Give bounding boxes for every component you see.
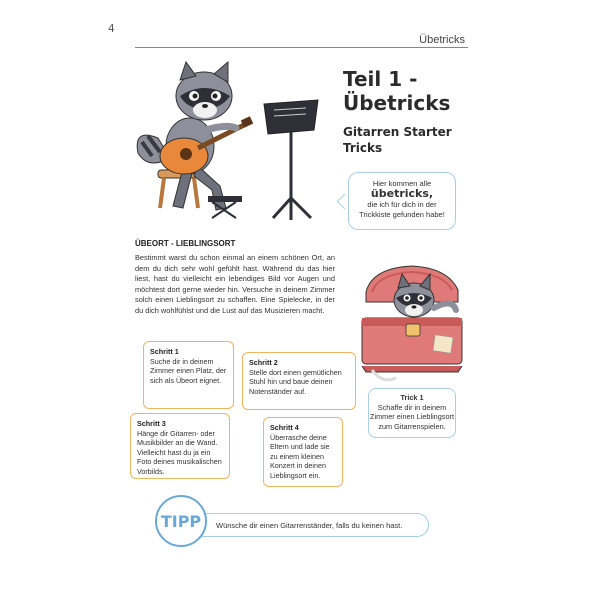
step-4-card — [263, 417, 343, 487]
page-number: 4 — [108, 22, 115, 35]
step-1-card — [143, 341, 234, 409]
section-heading: ÜBEORT - LIEBLINGSORT — [135, 239, 236, 248]
step-label: Schritt 4 — [270, 423, 299, 432]
page-title: Teil 1 - Übetricks — [343, 67, 451, 115]
tipp-box: Wünsche dir einen Gitarrenständer, falls du keinen hast. — [185, 513, 429, 537]
trick-label: Trick 1 — [400, 393, 424, 402]
raccoon-guitar-illustration — [128, 58, 338, 228]
step-text: Überrasche deine Eltern und lade sie zu einem kleinen Konzert in deinen Lieblingsort ein. — [270, 432, 330, 480]
page-subtitle: Gitarren Starter Tricks — [343, 125, 452, 155]
raccoon-chest-illustration — [352, 262, 472, 388]
step-text: Suche dir in deinem Zimmer einen Platz, der sich als Übeort eignet. — [150, 356, 227, 385]
step-label: Schritt 2 — [249, 358, 278, 367]
step-3-card — [130, 413, 230, 479]
step-label: Schritt 3 — [137, 419, 166, 428]
trick-text: Schaffe dir in deinem Zimmer einen Lieblingsort zum Gitarrenspielen. — [370, 402, 454, 431]
step-label: Schritt 1 — [150, 347, 179, 356]
tipp-stamp-icon: TIPP — [155, 495, 207, 547]
section-label: Übetricks — [419, 34, 465, 46]
step-text: Hänge dir Gitarren- oder Musikbilder an die Wand. Vielleicht hast du ja ein Foto deines musikalischen Vorbilds. — [137, 428, 222, 476]
trick-card — [368, 388, 456, 438]
header-rule — [135, 47, 468, 48]
step-text: Stelle dort einen gemütlichen Stuhl hin und baue deinen Notenständer auf. — [249, 367, 342, 396]
intro-paragraph: Bestimmt warst du schon einmal an einem schönen Ort, an dem du dich sehr wohl gefühlt hast. Während du das hier liest, hast du vielleicht ein lebendiges Bild vor Augen und möchtest dort gerne wieder hin. Versuche in deinem Zimmer solch einen Lieblingsort zu schaffen. Eine Spielecke, in der du dich wohlfühlst und die Lust auf das Musizieren macht. — [135, 253, 335, 315]
speech-bubble: Hier kommen alle übetricks, die ich für dich in der Trickkiste gefunden habe! — [348, 172, 456, 230]
step-2-card — [242, 352, 356, 410]
